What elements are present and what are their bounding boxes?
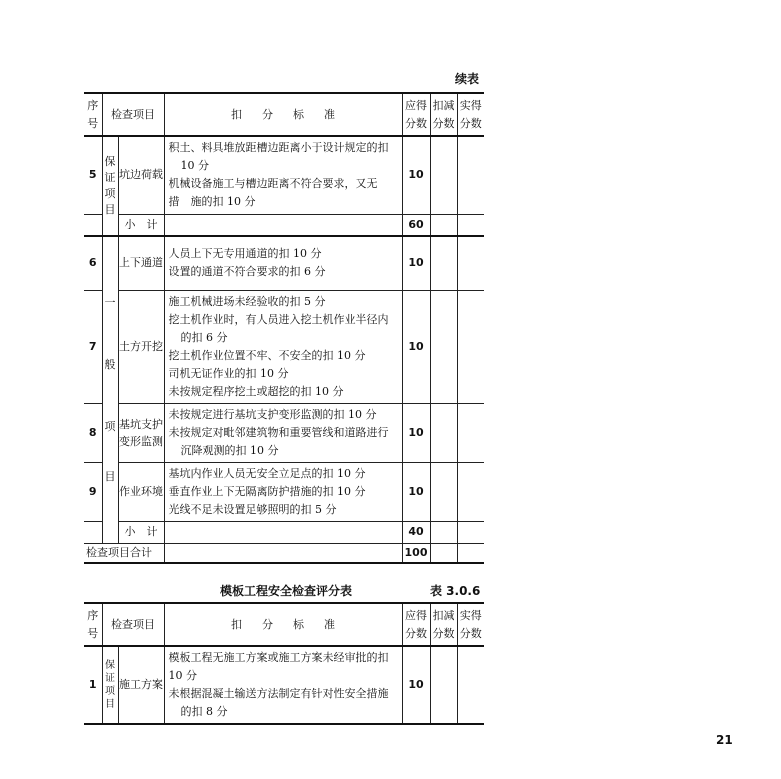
check-item: 坑边荷载	[118, 136, 164, 214]
header-no: 序 号	[84, 603, 102, 646]
empty-cell	[457, 543, 484, 563]
guarantee-items-category: 保 证 项 目	[102, 136, 118, 236]
due-score: 10	[402, 403, 430, 462]
total-value: 100	[402, 543, 430, 563]
header-standard: 扣 分 标 准	[164, 603, 402, 646]
inspection-table-continued	[84, 92, 484, 564]
table2-number: 表 3.0.6	[430, 584, 481, 598]
empty-cell	[430, 214, 457, 236]
subtotal-row	[84, 521, 484, 543]
header-standard: 扣 分 标 准	[164, 93, 402, 136]
deduct-score-cell	[430, 646, 457, 724]
header-due-score: 应得 分数	[402, 603, 430, 646]
actual-score-cell	[457, 236, 484, 290]
deduct-score-cell	[430, 236, 457, 290]
due-score: 10	[402, 290, 430, 403]
guarantee-items-category: 保 证 项 目	[102, 646, 118, 724]
deduct-score-cell	[430, 136, 457, 214]
deduct-score-cell	[430, 403, 457, 462]
row-number: 7	[84, 290, 102, 403]
table-row	[84, 136, 484, 214]
deduct-score-cell	[430, 290, 457, 403]
table-row	[84, 290, 484, 403]
actual-score-cell	[457, 646, 484, 724]
subtotal-label: 小 计	[118, 214, 164, 236]
check-item: 土方开挖	[118, 290, 164, 403]
page-number: 21	[716, 733, 733, 747]
header-due-score: 应得 分数	[402, 93, 430, 136]
deduction-standard: 施工机械进场未经验收的扣 5 分 挖土机作业时，有人员进入挖土机作业半径内 的扣 6 分 挖土机作业位置不牢、不安全的扣 10 分 司机无证作业的扣 10 分 未按规定程序挖土或超挖的扣 10 分	[164, 290, 402, 403]
subtotal-value: 40	[402, 521, 430, 543]
deduction-standard: 积土、料具堆放距槽边距离小于设计规定的扣 10 分 机械设备施工与槽边距离不符合要求，又无 措 施的扣 10 分	[164, 136, 402, 214]
deduction-standard: 人员上下无专用通道的扣 10 分 设置的通道不符合要求的扣 6 分	[164, 236, 402, 290]
empty-cell	[164, 521, 402, 543]
actual-score-cell	[457, 136, 484, 214]
header-item: 检查项目	[102, 93, 164, 136]
header-actual-score: 实得 分数	[457, 603, 484, 646]
empty-cell	[84, 521, 102, 543]
check-item: 作业环境	[118, 462, 164, 521]
check-item: 基坑支护 变形监测	[118, 403, 164, 462]
header-actual-score: 实得 分数	[457, 93, 484, 136]
subtotal-value: 60	[402, 214, 430, 236]
formwork-inspection-table	[84, 602, 484, 725]
empty-cell	[164, 214, 402, 236]
subtotal-label: 小 计	[118, 521, 164, 543]
actual-score-cell	[457, 403, 484, 462]
due-score: 10	[402, 236, 430, 290]
empty-cell	[84, 214, 102, 236]
empty-cell	[430, 521, 457, 543]
continued-label: 续表	[455, 72, 480, 86]
empty-cell	[457, 521, 484, 543]
deduction-standard: 基坑内作业人员无安全立足点的扣 10 分 垂直作业上下无隔离防护措施的扣 10 分 光线不足未设置足够照明的扣 5 分	[164, 462, 402, 521]
due-score: 10	[402, 462, 430, 521]
row-number: 5	[84, 136, 102, 214]
total-label: 检查项目合计	[84, 543, 164, 563]
deduct-score-cell	[430, 462, 457, 521]
subtotal-row	[84, 214, 484, 236]
row-number: 6	[84, 236, 102, 290]
header-no: 序 号	[84, 93, 102, 136]
due-score: 10	[402, 136, 430, 214]
empty-cell	[457, 214, 484, 236]
row-number: 1	[84, 646, 102, 724]
table-header-row	[84, 93, 484, 136]
table-row	[84, 403, 484, 462]
header-deduct-score: 扣减 分数	[430, 93, 457, 136]
general-items-category: 一 般 项 目	[102, 236, 118, 543]
empty-cell	[164, 543, 402, 563]
deduction-standard: 未按规定进行基坑支护变形监测的扣 10 分 未按规定对毗邻建筑物和重要管线和道路进行 沉降观测的扣 10 分	[164, 403, 402, 462]
header-deduct-score: 扣减 分数	[430, 603, 457, 646]
table-header-row	[84, 603, 484, 646]
header-item: 检查项目	[102, 603, 164, 646]
table2-title: 模板工程安全检查评分表	[220, 584, 353, 598]
check-item: 施工方案	[118, 646, 164, 724]
table-row	[84, 646, 484, 724]
table-row	[84, 462, 484, 521]
actual-score-cell	[457, 290, 484, 403]
due-score: 10	[402, 646, 430, 724]
row-number: 8	[84, 403, 102, 462]
total-row	[84, 543, 484, 563]
table-row	[84, 236, 484, 290]
deduction-standard: 模板工程无施工方案或施工方案未经审批的扣 10 分 未根据混凝土输送方法制定有针对性安全措施 的扣 8 分	[164, 646, 402, 724]
row-number: 9	[84, 462, 102, 521]
actual-score-cell	[457, 462, 484, 521]
empty-cell	[430, 543, 457, 563]
check-item: 上下通道	[118, 236, 164, 290]
